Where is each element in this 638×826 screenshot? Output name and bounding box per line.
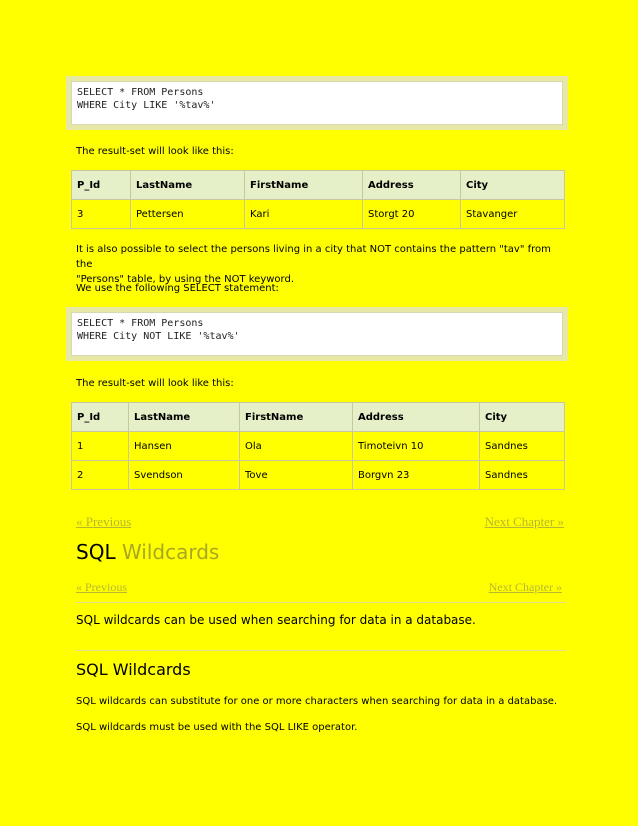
result-table-not-like: [71, 402, 565, 490]
title-wildcards: Wildcards: [121, 540, 220, 564]
column-header: FirstName: [240, 403, 353, 432]
paragraph: SQL wildcards can substitute for one or more characters when searching for data in a database.: [76, 696, 558, 707]
result-set-label: The result-set will look like this:: [76, 378, 234, 389]
table-cell: Sandnes: [480, 461, 565, 490]
page-title: [76, 540, 219, 564]
code-line: WHERE City NOT LIKE '%tav%': [77, 331, 240, 342]
code-line: SELECT * FROM Persons: [77, 318, 204, 329]
paragraph-line: "Persons" table, by using the NOT keyword.: [76, 274, 295, 285]
select-statement-text: We use the following SELECT statement:: [76, 283, 279, 294]
code-line: WHERE City LIKE '%tav%': [77, 100, 216, 111]
next-chapter-link[interactable]: Next Chapter »: [488, 580, 562, 594]
divider: [76, 602, 566, 603]
column-header: P_Id: [72, 171, 131, 200]
column-header: Address: [363, 171, 461, 200]
table-header-row: [72, 171, 565, 200]
table-row: [72, 461, 565, 490]
table-cell: Hansen: [129, 432, 240, 461]
table-cell: Tove: [240, 461, 353, 490]
table-cell: Kari: [245, 200, 363, 229]
table-row: [72, 432, 565, 461]
column-header: Address: [353, 403, 480, 432]
code-example-like: [66, 76, 568, 130]
table-cell: Svendson: [129, 461, 240, 490]
result-table-like: [71, 170, 565, 229]
table-cell: Ola: [240, 432, 353, 461]
column-header: LastName: [129, 403, 240, 432]
table-cell: 2: [72, 461, 129, 490]
table-cell: Stavanger: [461, 200, 565, 229]
table-cell: Borgvn 23: [353, 461, 480, 490]
code-line: SELECT * FROM Persons: [77, 87, 204, 98]
column-header: LastName: [131, 171, 245, 200]
table-cell: 1: [72, 432, 129, 461]
column-header: City: [461, 171, 565, 200]
result-set-label: The result-set will look like this:: [76, 146, 234, 157]
previous-link[interactable]: « Previous: [76, 580, 127, 594]
paragraph: SQL wildcards must be used with the SQL LIKE operator.: [76, 722, 358, 733]
table-cell: Sandnes: [480, 432, 565, 461]
table-header-row: [72, 403, 565, 432]
column-header: City: [480, 403, 565, 432]
section-heading: SQL Wildcards: [76, 660, 191, 679]
next-chapter-link[interactable]: Next Chapter »: [484, 514, 564, 529]
code-example-inner: [71, 312, 563, 356]
column-header: P_Id: [72, 403, 129, 432]
previous-link[interactable]: « Previous: [76, 514, 132, 529]
intro-text: SQL wildcards can be used when searching for data in a database.: [76, 613, 476, 627]
table-cell: Storgt 20: [363, 200, 461, 229]
table-row: [72, 200, 565, 229]
divider: [76, 650, 566, 651]
table-cell: 3: [72, 200, 131, 229]
paragraph-line: It is also possible to select the persons living in a city that NOT contains the pattern "tav" from the: [76, 244, 551, 270]
title-sql: SQL: [76, 540, 116, 564]
code-example-inner: [71, 81, 563, 125]
column-header: FirstName: [245, 171, 363, 200]
table-cell: Pettersen: [131, 200, 245, 229]
table-cell: Timoteivn 10: [353, 432, 480, 461]
code-example-not-like: [66, 307, 568, 361]
